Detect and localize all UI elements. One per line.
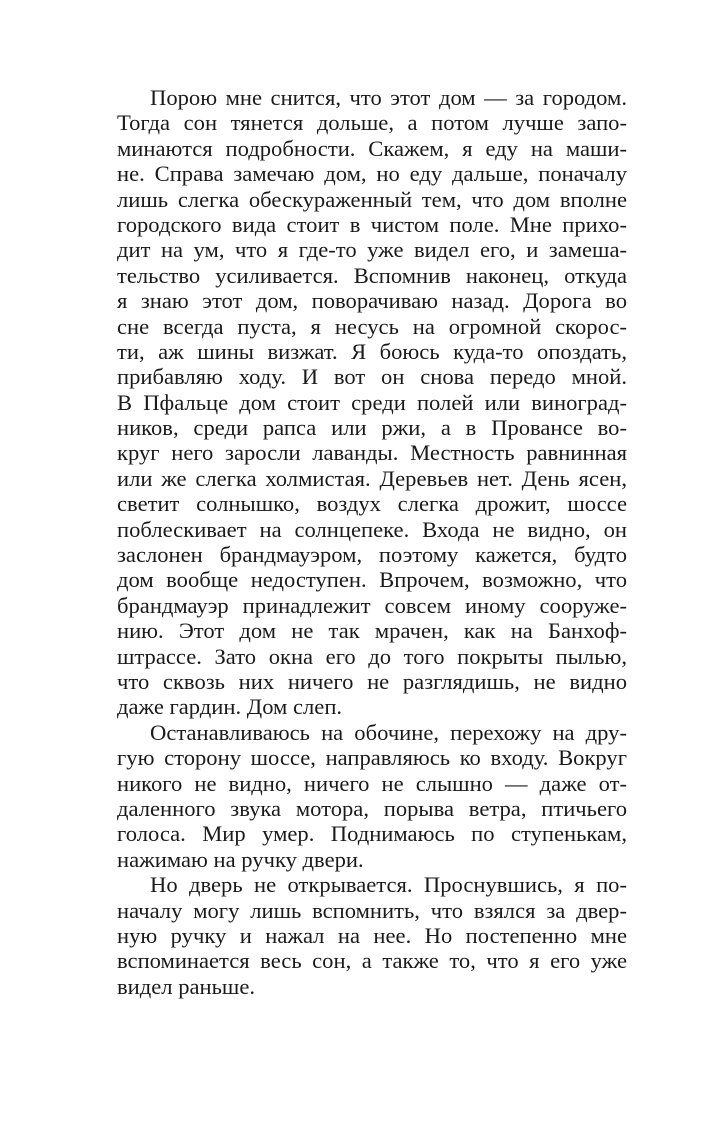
paragraph xyxy=(117,872,627,999)
text-line: гую сторону шоссе, направляюсь ко входу. Вокруг xyxy=(117,745,627,771)
text-line: дит на ум, что я где-то уже видел его, и замеша- xyxy=(117,237,627,263)
text-line: прибавляю ходу. И вот он снова передо мной. xyxy=(117,364,627,390)
body-text xyxy=(117,85,627,999)
text-line: сне всегда пуста, я несусь на огромной скорос- xyxy=(117,313,627,339)
text-line: я знаю этот дом, поворачиваю назад. Дорога во xyxy=(117,288,627,314)
text-line: Но дверь не открывается. Проснувшись, я по- xyxy=(150,872,627,898)
text-line: поблескивает на солнцепеке. Входа не видно, он xyxy=(117,516,627,542)
text-line: даленного звука мотора, порыва ветра, птичьего xyxy=(117,795,627,821)
paragraph xyxy=(117,85,627,720)
text-line: началу могу лишь вспомнить, что взялся за двер- xyxy=(117,897,627,923)
text-line: светит солнышко, воздух слегка дрожит, шоссе xyxy=(117,491,627,517)
text-line: не. Справа замечаю дом, но еду дальше, поначалу xyxy=(117,161,627,187)
text-line: дом вообще недоступен. Впрочем, возможно, что xyxy=(117,567,627,593)
text-line: городского вида стоит в чистом поле. Мне прихо- xyxy=(117,211,627,237)
text-line: заслонен брандмауэром, поэтому кажется, будто xyxy=(117,542,627,568)
text-line: видел раньше. xyxy=(117,973,256,999)
text-line: Останавливаюсь на обочине, перехожу на дру- xyxy=(150,719,627,745)
text-line: ную ручку и нажал на нее. Но постепенно мне xyxy=(117,922,627,948)
text-line: Тогда сон тянется дольше, а потом лучше запо- xyxy=(117,110,627,136)
text-line: штрассе. Зато окна его до того покрыты пылью, xyxy=(117,643,627,669)
text-line: голоса. Мир умер. Поднимаюсь по ступенькам, xyxy=(117,821,627,847)
text-line: нию. Этот дом не так мрачен, как на Банхоф- xyxy=(117,618,627,644)
text-line: что сквозь них ничего не разглядишь, не видно xyxy=(117,668,627,694)
text-line: ти, аж шины визжат. Я боюсь куда-то опоздать, xyxy=(117,338,627,364)
text-line: Порою мне снится, что этот дом — за городом. xyxy=(150,85,627,110)
text-line: ников, среди рапса или ржи, а в Провансе во- xyxy=(117,415,627,441)
text-line: брандмауэр принадлежит совсем иному сооруже- xyxy=(117,592,627,618)
text-line: даже гардин. Дом слеп. xyxy=(117,694,343,720)
text-line: минаются подробности. Скажем, я еду на маши- xyxy=(117,135,627,161)
text-line: лишь слегка обескураженный тем, что дом вполне xyxy=(117,186,627,212)
text-line: никого не видно, ничего не слышно — даже от- xyxy=(117,770,627,796)
text-line: В Пфальце дом стоит среди полей или виноград- xyxy=(117,389,627,415)
text-line: или же слегка холмистая. Деревьев нет. День ясен, xyxy=(117,465,627,491)
text-line: круг него заросли лаванды. Местность равнинная xyxy=(117,440,627,466)
text-line: нажимаю на ручку двери. xyxy=(117,846,364,872)
paragraph xyxy=(117,720,627,872)
text-line: тельство усиливается. Вспомнив наконец, откуда xyxy=(117,262,627,288)
text-line: вспоминается весь сон, а также то, что я его уже xyxy=(117,948,627,974)
